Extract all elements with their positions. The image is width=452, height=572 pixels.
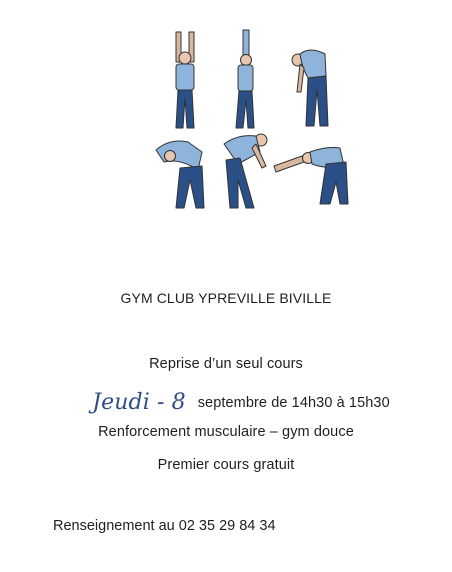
reprise-line: Reprise d’un seul cours [149,356,303,372]
exercise-figures-drawing [140,20,360,220]
schedule-text: septembre de 14h30 à 15h30 [197,395,390,411]
figure-forward-fold [292,50,328,126]
stretching-figures-illustration [140,20,360,220]
figure-flat-back [274,148,348,205]
schedule-line [30,390,452,415]
handwritten-day: Jeudi - 8 [92,390,186,415]
class-type-line: Renforcement musculaire – gym douce [98,424,354,440]
figure-reach-up [236,30,254,128]
figure-bend-arms-down [224,134,267,208]
club-title: GYM CLUB YPREVILLE BIVILLE [120,290,332,306]
contact-line: Renseignement au 02 35 29 84 34 [53,518,276,534]
offer-line: Premier cours gratuit [157,457,295,473]
figure-arms-up [176,32,194,128]
figure-side-bend [156,141,204,208]
